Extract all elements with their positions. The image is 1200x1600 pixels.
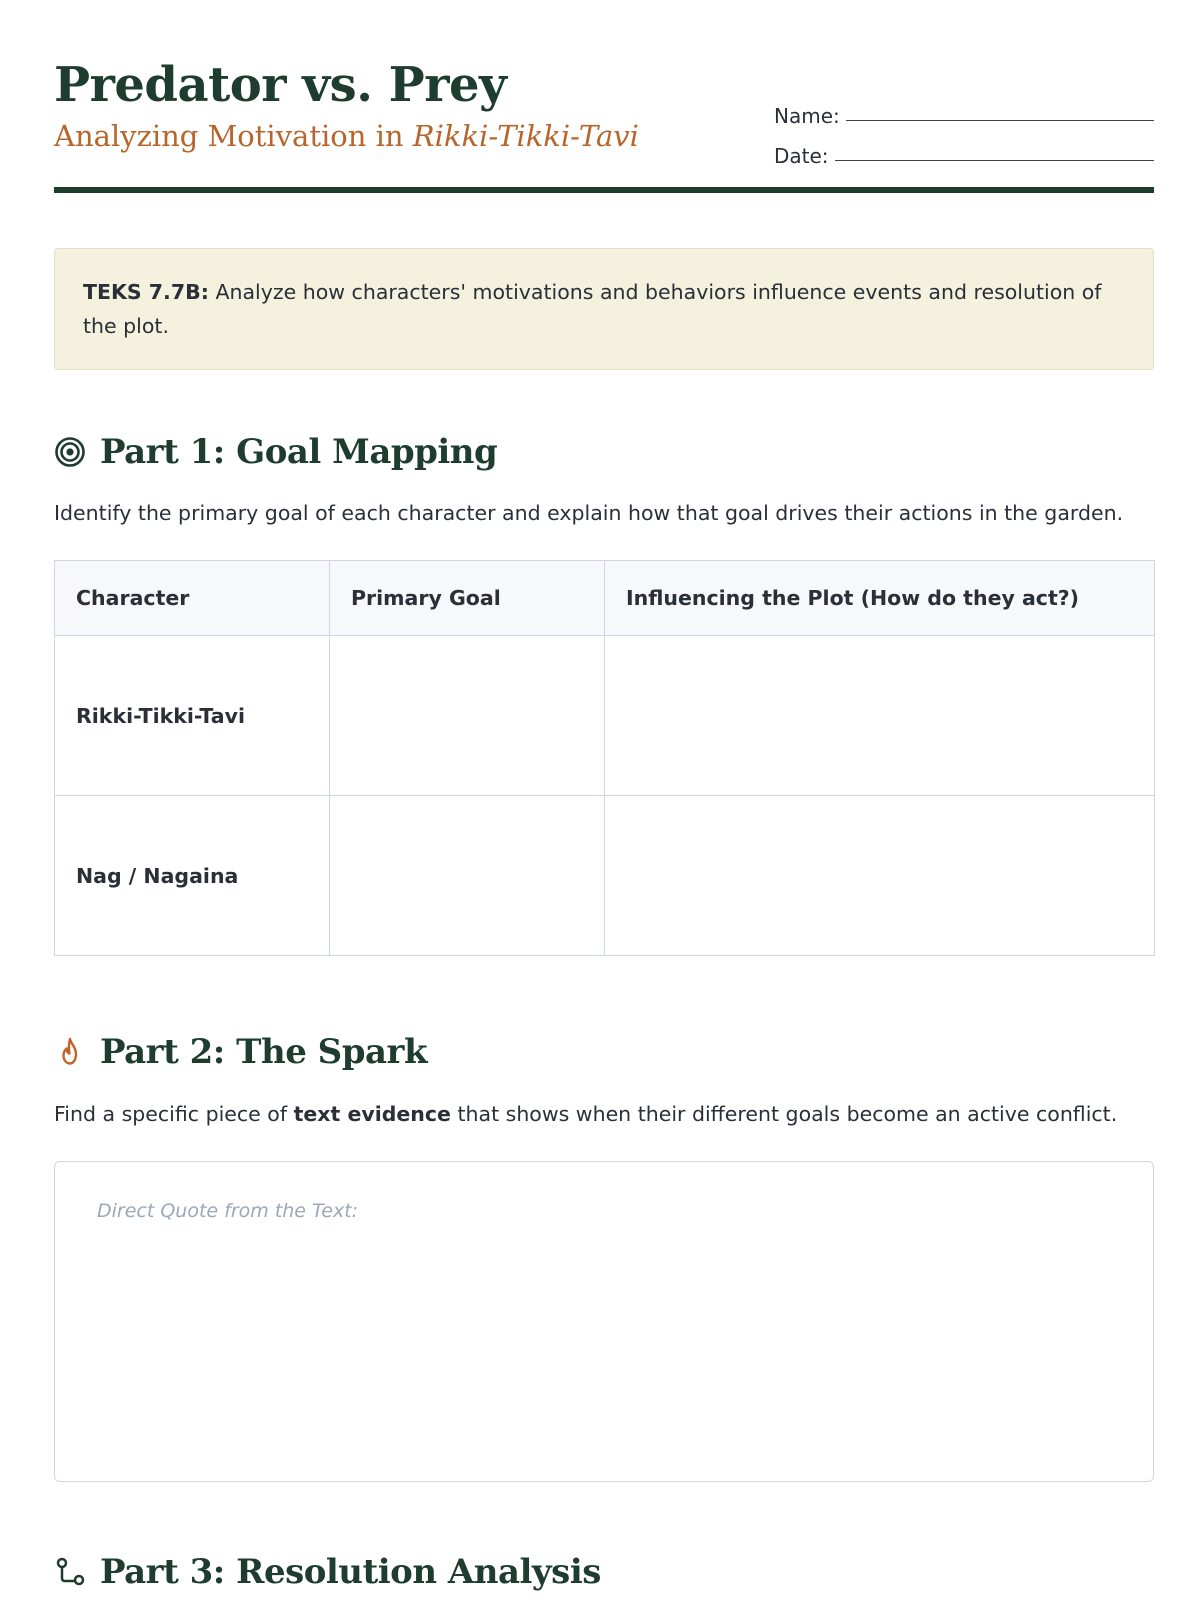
worksheet-header bbox=[54, 50, 1154, 195]
part2-heading-row bbox=[54, 1027, 427, 1077]
character-cell: Nag / Nagaina bbox=[55, 796, 330, 956]
name-label: Name: bbox=[774, 104, 840, 128]
subtitle-work-title: Rikki-Tikki-Tavi bbox=[412, 119, 639, 153]
part1-heading-row bbox=[54, 427, 497, 477]
standard-text: Analyze how characters' motivations and behaviors influence events and resolution of the plot. bbox=[83, 280, 1102, 338]
header-divider bbox=[54, 187, 1154, 193]
part1-instructions: Identify the primary goal of each character and explain how that goal drives their actions in the garden. bbox=[54, 501, 1124, 525]
flame-icon bbox=[54, 1036, 86, 1068]
route-icon bbox=[54, 1556, 86, 1588]
part2-instructions-emphasis: text evidence bbox=[293, 1102, 451, 1126]
part2-heading: Part 2: The Spark bbox=[100, 1032, 428, 1072]
table-row bbox=[55, 636, 1155, 796]
part2-instructions-start: Find a specific piece of bbox=[54, 1102, 294, 1126]
name-blank[interactable] bbox=[846, 120, 1154, 121]
part3-heading: Part 3: Resolution Analysis bbox=[100, 1552, 601, 1592]
column-header-primary-goal: Primary Goal bbox=[330, 561, 605, 636]
standard-box bbox=[54, 248, 1154, 370]
standard-code: TEKS 7.7B: bbox=[83, 280, 209, 304]
student-info bbox=[774, 88, 1154, 168]
part2-instructions bbox=[54, 1099, 1154, 1129]
date-blank[interactable] bbox=[835, 160, 1154, 161]
page-title: Predator vs. Prey bbox=[54, 57, 507, 113]
primary-goal-answer-cell[interactable] bbox=[330, 796, 605, 956]
page-subtitle bbox=[54, 118, 639, 154]
influence-answer-cell[interactable] bbox=[605, 636, 1155, 796]
column-header-character: Character bbox=[55, 561, 330, 636]
subtitle-prefix: Analyzing Motivation in bbox=[54, 119, 413, 153]
quote-answer-box[interactable] bbox=[54, 1161, 1154, 1482]
column-header-influencing-plot: Influencing the Plot (How do they act?) bbox=[605, 561, 1155, 636]
part1-heading: Part 1: Goal Mapping bbox=[100, 432, 498, 472]
part3-heading-row bbox=[54, 1547, 601, 1597]
date-label: Date: bbox=[774, 144, 829, 168]
primary-goal-answer-cell[interactable] bbox=[330, 636, 605, 796]
influence-answer-cell[interactable] bbox=[605, 796, 1155, 956]
table-header-row bbox=[55, 561, 1155, 636]
character-cell: Rikki-Tikki-Tavi bbox=[55, 636, 330, 796]
date-line[interactable] bbox=[774, 128, 1154, 168]
worksheet-page bbox=[54, 0, 1154, 1600]
target-icon bbox=[54, 436, 86, 468]
quote-placeholder: Direct Quote from the Text: bbox=[97, 1200, 359, 1222]
name-line[interactable] bbox=[774, 88, 1154, 128]
table-row bbox=[55, 796, 1155, 956]
part2-instructions-end: that shows when their different goals become an active conflict. bbox=[450, 1102, 1118, 1126]
goal-mapping-table bbox=[54, 560, 1155, 956]
